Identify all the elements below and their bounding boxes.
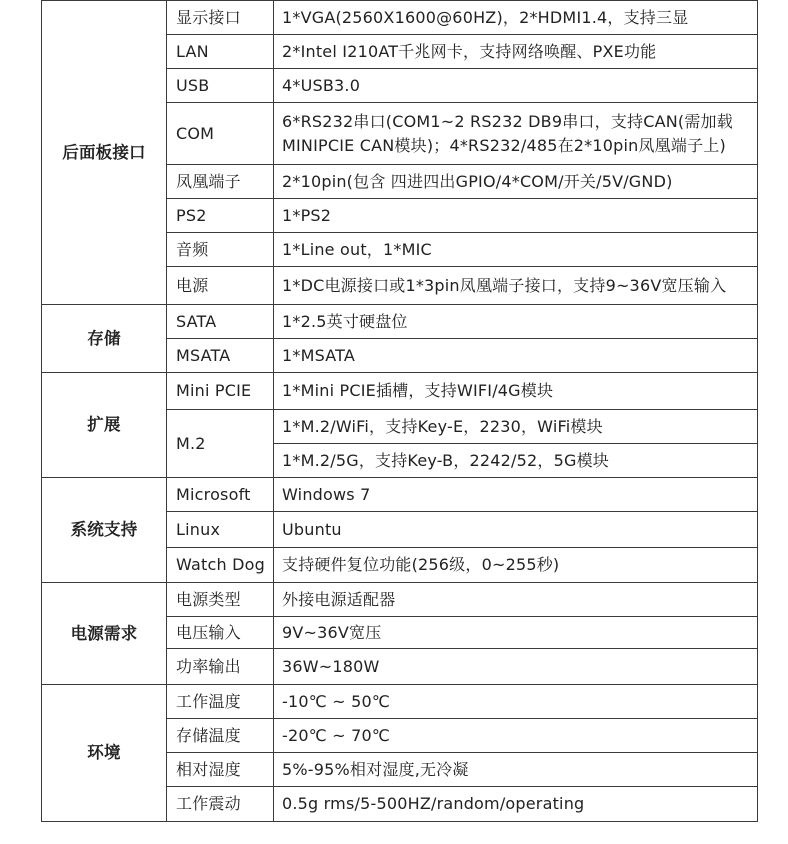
spec-table xyxy=(41,0,758,822)
spec-value: 9V~36V宽压 xyxy=(274,617,758,649)
spec-key: 显示接口 xyxy=(167,1,274,35)
category-cell: 存储 xyxy=(42,305,167,373)
spec-value: 1*M.2/WiFi，支持Key-E，2230，WiFi模块 xyxy=(274,410,758,444)
spec-value: 1*M.2/5G，支持Key-B，2242/52，5G模块 xyxy=(274,444,758,478)
table-row xyxy=(42,373,758,410)
spec-value: 1*Mini PCIE插槽，支持WIFI/4G模块 xyxy=(274,373,758,410)
spec-value: Windows 7 xyxy=(274,478,758,512)
spec-key: MSATA xyxy=(167,339,274,373)
table-row xyxy=(42,478,758,512)
category-cell: 环境 xyxy=(42,685,167,822)
spec-key: 凤凰端子 xyxy=(167,165,274,199)
table-row xyxy=(42,305,758,339)
spec-key: COM xyxy=(167,103,274,165)
spec-value: 1*PS2 xyxy=(274,199,758,233)
category-cell: 后面板接口 xyxy=(42,1,167,305)
spec-value: 2*10pin(包含 四进四出GPIO/4*COM/开关/5V/GND) xyxy=(274,165,758,199)
spec-key: PS2 xyxy=(167,199,274,233)
spec-key: 电源类型 xyxy=(167,583,274,617)
spec-key: 电压输入 xyxy=(167,617,274,649)
spec-value: -10℃ ~ 50℃ xyxy=(274,685,758,719)
spec-key: 电源 xyxy=(167,267,274,305)
category-cell: 电源需求 xyxy=(42,583,167,685)
spec-key: Microsoft xyxy=(167,478,274,512)
spec-key: 存储温度 xyxy=(167,719,274,753)
spec-key: 音频 xyxy=(167,233,274,267)
spec-sheet xyxy=(41,0,757,822)
spec-value: 4*USB3.0 xyxy=(274,69,758,103)
spec-value: 1*VGA(2560X1600@60HZ)，2*HDMI1.4，支持三显 xyxy=(274,1,758,35)
category-cell: 扩展 xyxy=(42,373,167,478)
spec-key: 工作震动 xyxy=(167,787,274,822)
spec-value: 1*2.5英寸硬盘位 xyxy=(274,305,758,339)
spec-key: 功率输出 xyxy=(167,649,274,685)
spec-table-body xyxy=(42,1,758,822)
spec-value: 2*Intel I210AT千兆网卡，支持网络唤醒、PXE功能 xyxy=(274,35,758,69)
spec-key: SATA xyxy=(167,305,274,339)
spec-value: 1*MSATA xyxy=(274,339,758,373)
spec-value: 外接电源适配器 xyxy=(274,583,758,617)
spec-key: M.2 xyxy=(167,410,274,478)
spec-value: 5%-95%相对湿度,无冷凝 xyxy=(274,753,758,787)
table-row xyxy=(42,1,758,35)
spec-key: Linux xyxy=(167,512,274,548)
spec-value: 1*DC电源接口或1*3pin凤凰端子接口，支持9~36V宽压输入 xyxy=(274,267,758,305)
spec-key: Mini PCIE xyxy=(167,373,274,410)
spec-key: 工作温度 xyxy=(167,685,274,719)
category-cell: 系统支持 xyxy=(42,478,167,583)
spec-key: USB xyxy=(167,69,274,103)
spec-value: 6*RS232串口(COM1~2 RS232 DB9串口，支持CAN(需加载MINIPCIE CAN模块)；4*RS232/485在2*10pin凤凰端子上) xyxy=(274,103,758,165)
spec-value: -20℃ ~ 70℃ xyxy=(274,719,758,753)
spec-key: LAN xyxy=(167,35,274,69)
spec-key: 相对湿度 xyxy=(167,753,274,787)
spec-value: 支持硬件复位功能(256级，0~255秒) xyxy=(274,548,758,583)
table-row xyxy=(42,685,758,719)
table-row xyxy=(42,583,758,617)
spec-value: Ubuntu xyxy=(274,512,758,548)
spec-value: 0.5g rms/5-500HZ/random/operating xyxy=(274,787,758,822)
spec-value: 36W~180W xyxy=(274,649,758,685)
spec-key: Watch Dog xyxy=(167,548,274,583)
spec-value: 1*Line out，1*MIC xyxy=(274,233,758,267)
